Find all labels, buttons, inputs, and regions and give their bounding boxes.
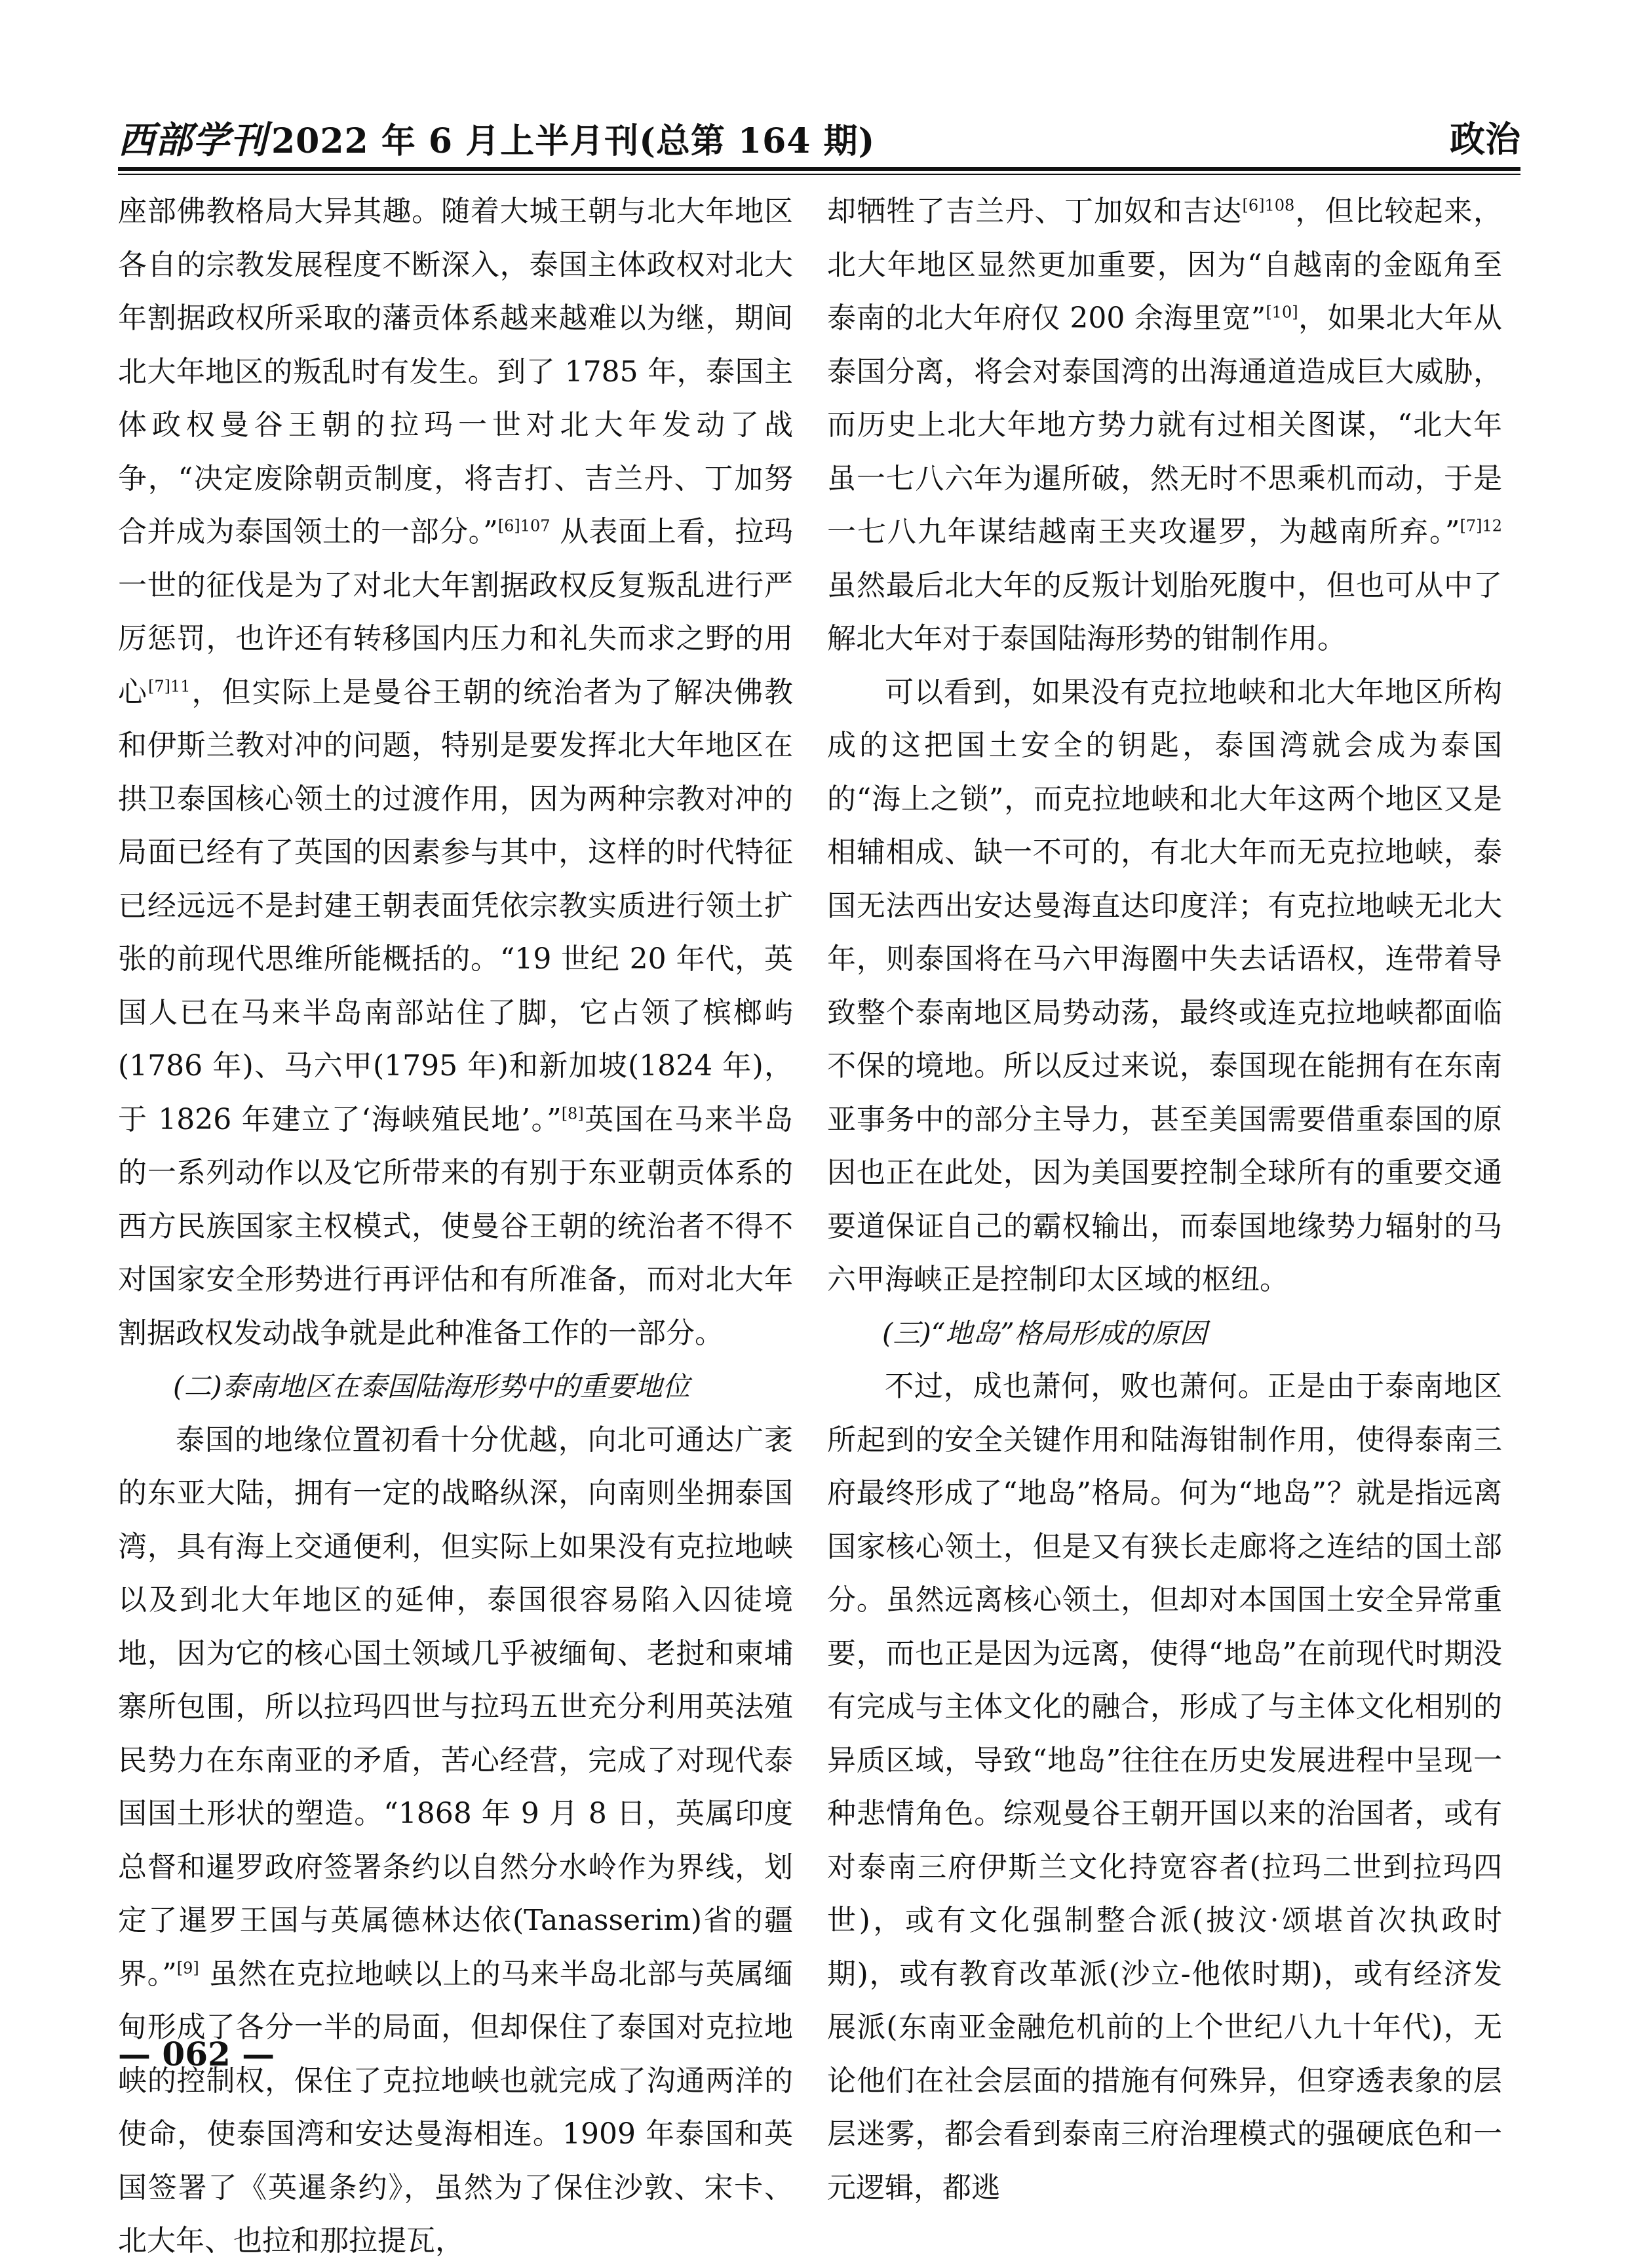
header-rule-thick [118, 167, 1520, 171]
citation: [7]12 [1460, 516, 1502, 535]
running-header [118, 105, 1520, 164]
citation: [9] [176, 1958, 199, 1977]
citation: [10] [1266, 303, 1298, 322]
header-rule-thin [118, 174, 1520, 175]
paragraph: 泰国的地缘位置初看十分优越，向北可通达广袤的东亚大陆，拥有一定的战略纵深，向南则坐拥泰国湾，具有海上交通便利，但实际上如果没有克拉地峡以及到北大年地区的延伸，泰国很容易陷入囚徒境地，因为它的核心国土领域几乎被缅甸、老挝和柬埔寨所包围，所以拉玛四世与拉玛五世充分利用英法殖民势力在东南亚的矛盾，苦心经营，完成了对现代泰国国土形状的塑造。“1868 年 9 月 8 日，英属印度总督和暹罗政府签署条约以自然分水岭作为界线，划定了暹罗王国与英属德林达依(Tanasserim)省的疆界。”[9] 虽然在克拉地峡以上的马来半岛北部与英属缅甸形成了各分一半的局面，但却保住了泰国对克拉地峡的控制权，保住了克拉地峡也就完成了沟通两洋的使命，使泰国湾和安达曼海相连。1909 年泰国和英国签署了《英暹条约》，虽然为了保住沙敦、宋卡、北大年、也拉和那拉提瓦， [118, 1423, 793, 2258]
paragraph: 不过，成也萧何，败也萧何。正是由于泰南地区所起到的安全关键作用和陆海钳制作用，使得泰南三府最终形成了“地岛”格局。何为“地岛”？就是指远离国家核心领土，但是又有狭长走廊将之连结的国土部分。虽然远离核心领土，但却对本国国土安全异常重要，而也正是因为远离，使得“地岛”在前现代时期没有完成与主体文化的融合，形成了与主体文化相别的异质区域，导致“地岛”往往在历史发展进程中呈现一种悲情角色。综观曼谷王朝开国以来的治国者，或有对泰南三府伊斯兰文化持宽容者(拉玛二世到拉玛四世)，或有文化强制整合派(披汶·颂堪首次执政时期)，或有教育改革派(沙立-他侬时期)，或有经济发展派(东南亚金融危机前的上个世纪八九十年代)，无论他们在社会层面的措施有何殊异，但穿透表象的层层迷雾，都会看到泰南三府治理模式的强硬底色和一元逻辑，都逃 [827, 1370, 1502, 2204]
journal-logo: 西部学刊 [118, 119, 267, 162]
section-heading: (二)泰南地区在泰国陆海形势中的重要地位 [173, 1370, 690, 1402]
paragraph: 座部佛教格局大异其趣。随着大城王朝与北大年地区各自的宗教发展程度不断深入，泰国主体政权对北大年割据政权所采取的藩贡体系越来越难以为继，期间北大年地区的叛乱时有发生。到了 1785 年，泰国主体政权曼谷王朝的拉玛一世对北大年发动了战争，“决定废除朝贡制度，将吉打、吉兰丹、丁加努合并成为泰国领土的一部分。”$^{[6]107}$ 从表面上看，拉玛一世的征伐是为了对北大年割据政权反复叛乱进行严厉惩罚，也许还有转移国内压力和礼失而求之野的用心$^{[7]11}$，但实际上是曼谷王朝的统治者为了解决佛教和伊斯兰教对冲的问题，特别是要发挥北大年地区在拱卫泰国核心领土的过渡作用，因为两种宗教对冲的局面已经有了英国的因素参与其中，这样的时代特征已经远远不是封建王朝表面凭依宗教实质进行领土扩张的前现代思维所能概括的。“19 世纪 20 年代，英国人已在马来半岛南部站住了脚，它占领了槟榔屿(1786 年)、马六甲(1795 年)和新加坡(1824 年)，于 1826 年建立了‘海峡殖民地’。”[8]英国在马来半岛的一系列动作以及它所带来的有别于东亚朝贡体系的西方民族国家主权模式，使曼谷王朝的统治者不得不对国家安全形势进行再评估和有所准备，而对北大年割据政权发动战争就是此种准备工作的一部分。 [118, 195, 794, 1350]
section-heading: (三)“地岛”格局形成的原因 [882, 1317, 1207, 1349]
right-column [827, 185, 1502, 2214]
journal-issue [118, 111, 875, 164]
paragraph: 可以看到，如果没有克拉地峡和北大年地区所构成的这把国土安全的钥匙，泰国湾就会成为泰国的“海上之锁”，而克拉地峡和北大年这两个地区又是相辅相成、缺一不可的，有北大年而无克拉地峡，泰国无法西出安达曼海直达印度洋；有克拉地峡无北大年，则泰国将在马六甲海圈中失去话语权，连带着导致整个泰南地区局势动荡，最终或连克拉地峡都面临不保的境地。所以反过来说，泰国现在能拥有在东南亚事务中的部分主导力，甚至美国需要借重泰国的原因也正在此处，因为美国要控制全球所有的重要交通要道保证自己的霸权输出，而泰国地缘势力辐射的马六甲海峡正是控制印太区域的枢纽。 [827, 675, 1502, 1296]
journal-issue-text: 2022 年 6 月上半月刊(总第 164 期) [271, 121, 876, 161]
section-label: 政治 [1450, 119, 1520, 160]
left-column [118, 185, 793, 2268]
citation: [6]108 [1242, 196, 1295, 215]
citation: [8] [561, 1104, 584, 1123]
citation: [7]11 [147, 676, 191, 695]
page-number: — 062 — [118, 2035, 275, 2073]
paragraph: 却牺牲了吉兰丹、丁加奴和吉达$^{[6]108}$，但比较起来，北大年地区显然更加重要，因为“自越南的金瓯角至泰南的北大年府仅 200 余海里宽”[10]，如果北大年从泰国分离，将会对泰国湾的出海通道造成巨大威胁，而历史上北大年地方势力就有过相关图谋，“北大年虽一七八六年为暹所破，然无时不思乘机而动，于是一七八九年谋结越南王夹攻暹罗，为越南所弃。”$^{[7]12}$ 虽然最后北大年的反叛计划胎死腹中，但也可从中了解北大年对于泰国陆海形势的钳制作用。 [827, 195, 1503, 655]
citation: [6]107 [497, 516, 551, 535]
